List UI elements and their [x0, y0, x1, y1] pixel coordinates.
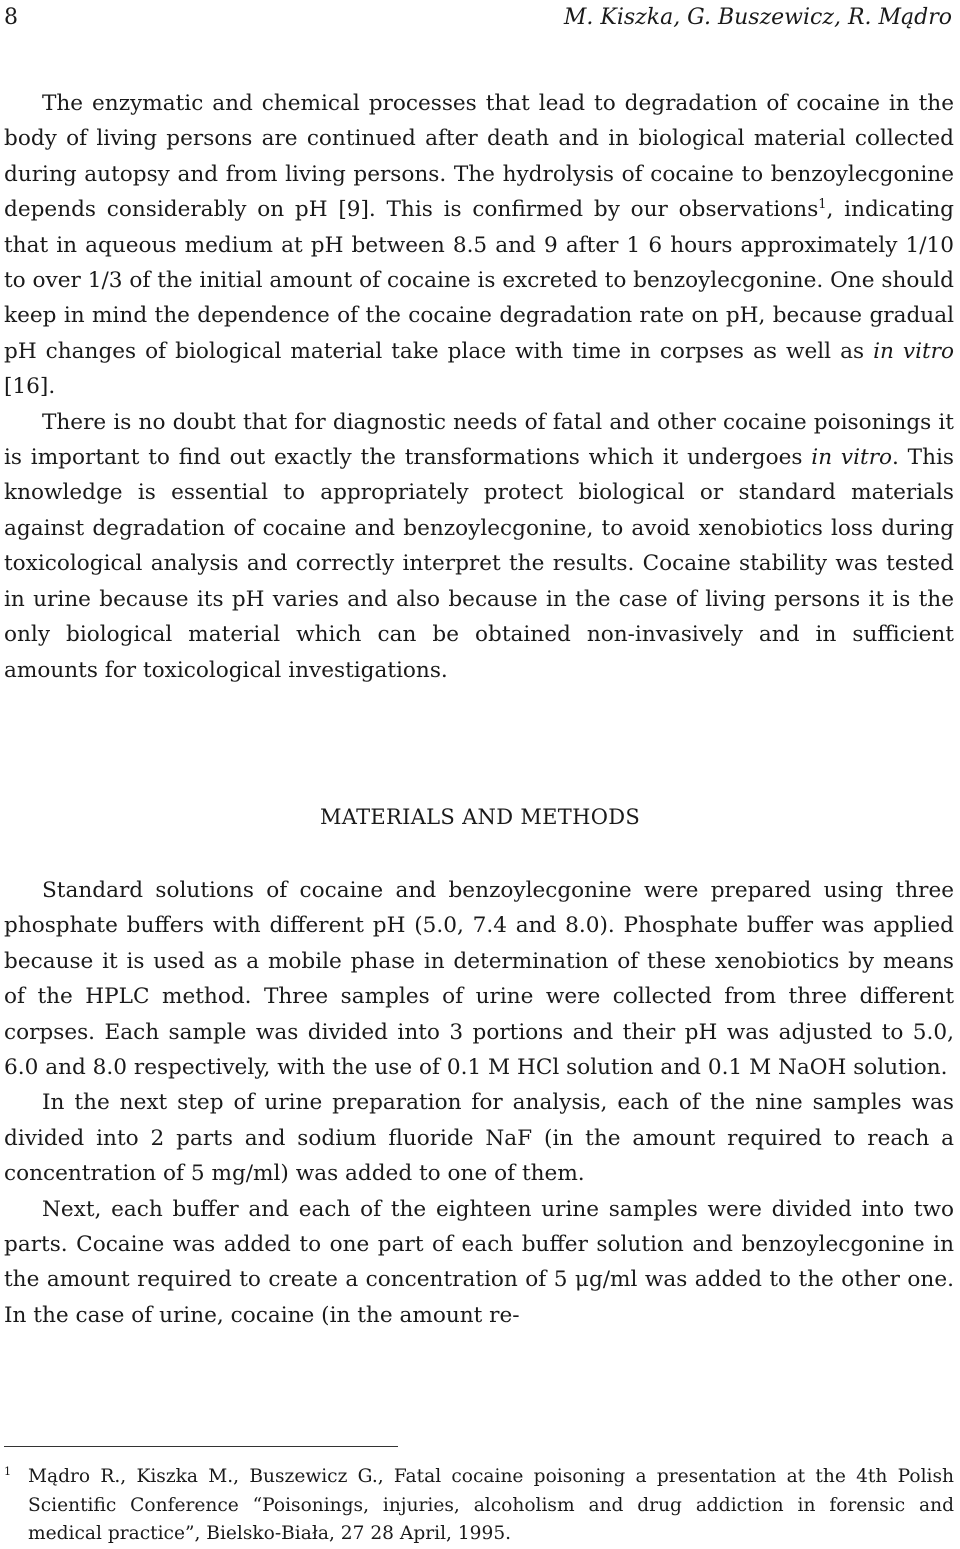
footnote-divider [4, 1446, 398, 1447]
paragraph-text: [16]. [4, 374, 56, 400]
paragraph-text: , indicating that in aqueous medium at pH between 8.5 and 9 after 1 6 hours approximately 1/10 to over 1/3 of the initial amount of cocaine is excreted to benzoylecgonine. One should keep in mind the dependence of the cocaine degradation rate on pH, because gradual pH changes of biological material take place with time in corpses as well as [4, 197, 954, 364]
page-number: 8 [4, 5, 18, 30]
footnote-entry [4, 1458, 954, 1549]
paragraph-text: . This knowledge is essential to appropriately protect biological or standard materials against degradation of cocaine and benzoylecgonine, to avoid xenobiotics loss during toxicological analysis and correctly interpret the results. Cocaine stability was tested in urine because its pH varies and also because in the case of living persons it is the only biological material which can be obtained non-invasively and in sufficient amounts for toxicological investigations. [4, 445, 954, 683]
methods-text [4, 873, 954, 1333]
footnote-reference: 1 [818, 197, 827, 213]
footnote-marker: 1 [4, 1465, 12, 1478]
paragraph-text: The enzymatic and chemical processes that lead to degradation of cocaine in the body of living persons are continued after death and in biological material collected during autopsy and from living persons. The hydrolysis of cocaine to benzoylecgonine depends considerably on pH [9]. This is confirmed by our observations [4, 91, 954, 223]
methods-paragraph-3: Next, each buffer and each of the eighteen urine samples were divided into two parts. Cocaine was added to one part of each buffer solution and benzoylecgonine in the amount required to create a concentration of 5 μg/ml was added to the other one. In the case of urine, cocaine (in the amount re- [4, 1196, 954, 1328]
italic-term: in vitro [873, 338, 954, 364]
intro-paragraph-1 [4, 86, 954, 405]
footnote [4, 1458, 954, 1549]
page-header [4, 2, 952, 34]
methods-paragraph-1: Standard solutions of cocaine and benzoylecgonine were prepared using three phosphate buffers with different pH (5.0, 7.4 and 8.0). Phosphate buffer was applied because it is used as a mobile phase in determination of these xenobiotics by means of the HPLC method. Three samples of urine were collected from three different corpses. Each sample was divided into 3 portions and their pH was adjusted to 5.0, 6.0 and 8.0 respectively, with the use of 0.1 M HCl solution and 0.1 M NaOH solution. [4, 878, 954, 1081]
paragraph-text: There is no doubt that for diagnostic needs of fatal and other cocaine poisonings it is important to find out exactly the transformations which it undergoes [4, 409, 954, 471]
italic-term: in vitro [811, 445, 893, 471]
methods-paragraph-2: In the next step of urine preparation for analysis, each of the nine samples was divided into 2 parts and sodium fluoride NaF (in the amount required to reach a concentration of 5 mg/ml) was added to one of them. [4, 1090, 954, 1187]
section-heading: MATERIALS AND METHODS [319, 805, 641, 829]
intro-text [4, 86, 954, 688]
footnote-text: Mądro R., Kiszka M., Buszewicz G., Fatal cocaine poisoning a presentation at the 4th Polish Scientific Conference “Poisonings, injuries, alcoholism and drug addiction in forensic and medical practice”, Bielsko-Biała, 27 28 April, 1995. [28, 1466, 954, 1545]
running-head-authors: M. Kiszka, G. Buszewicz, R. Mądro [563, 5, 952, 30]
intro-paragraph-2 [4, 405, 954, 688]
